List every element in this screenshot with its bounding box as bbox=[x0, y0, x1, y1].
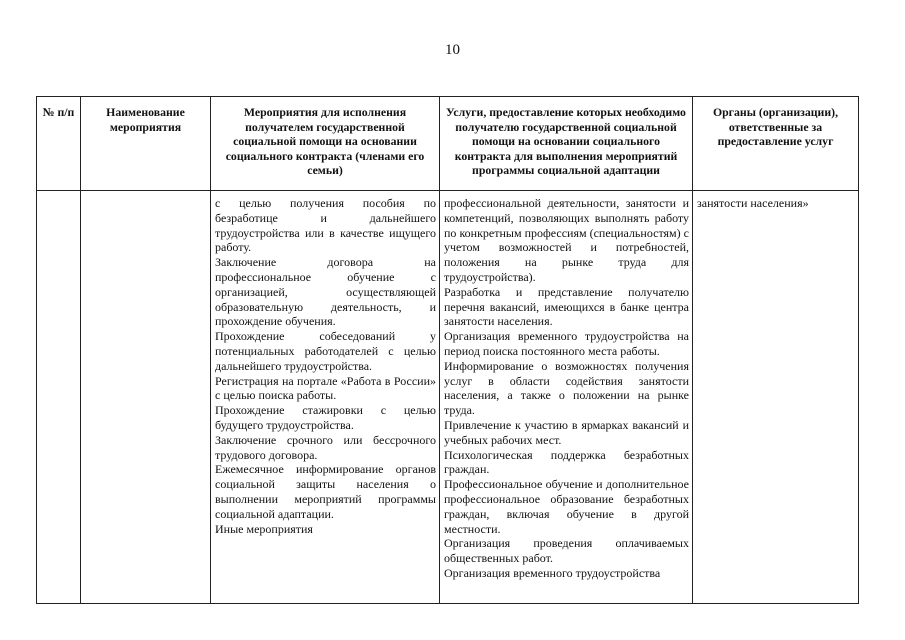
responsible-body-text: занятости населения» bbox=[697, 196, 809, 210]
list-item: Ежемесячное информирование органов социальной защиты населения о выполнении мероприятий программы социальной адаптации. bbox=[215, 462, 436, 521]
cell-number bbox=[37, 191, 81, 604]
page-number: 10 bbox=[445, 42, 460, 58]
list-item: Прохождение стажировки с целью будущего трудоустройства. bbox=[215, 403, 436, 432]
social-contract-table bbox=[36, 96, 859, 604]
list-item: Профессиональное обучение и дополнительное профессиональное образование безработных граждан, включая обучение в другой местности. bbox=[444, 477, 689, 536]
cell-recipient-events bbox=[211, 191, 440, 604]
list-item: профессиональной деятельности, занятости и компетенций, позволяющих выполнять работу по конкретным профессиям (специальностям) с учетом возможностей и потребностей, положения на рынке труда для трудоустройства). bbox=[444, 196, 689, 284]
list-item: Регистрация на портале «Работа в России» с целью поиска работы. bbox=[215, 373, 436, 403]
list-item: Заключение договора на профессиональное обучение с организацией, осуществляющей образовательную деятельность, и прохождение обучения. bbox=[215, 255, 436, 329]
list-item: Прохождение собеседований у потенциальных работодателей с целью дальнейшего трудоустройства. bbox=[215, 329, 436, 373]
list-item: Организация проведения оплачиваемых общественных работ. bbox=[444, 536, 689, 566]
list-item: Привлечение к участию в ярмарках вакансий и учебных рабочих мест. bbox=[444, 417, 689, 447]
list-item: Иные мероприятия bbox=[215, 521, 313, 536]
header-responsible-bodies: Органы (организации), ответственные за предоставление услуг bbox=[693, 97, 859, 191]
header-event-name: Наименование мероприятия bbox=[81, 97, 211, 191]
cell-services bbox=[440, 191, 693, 604]
list-item: с целью получения пособия по безработице и дальнейшего трудоустройства или в качестве ищущего работу. bbox=[215, 196, 436, 255]
list-item: Психологическая поддержка безработных граждан. bbox=[444, 447, 689, 477]
list-item: Организация временного трудоустройства на период поиска постоянного места работы. bbox=[444, 329, 689, 358]
header-number: № п/п bbox=[37, 97, 81, 191]
list-item: Разработка и представление получателю перечня вакансий, имеющихся в банке центра занятости населения. bbox=[444, 284, 689, 329]
list-item: Информирование о возможностях получения услуг в области содействия занятости населения, а также о положении на рынке труда. bbox=[444, 358, 689, 418]
list-item: Заключение срочного или бессрочного трудового договора. bbox=[215, 432, 436, 462]
cell-responsible-bodies bbox=[693, 191, 859, 604]
header-services: Услуги, предоставление которых необходимо получателю государственной социальной помощи на основании социального контракта для выполнения мероприятий программы социальной адаптации bbox=[440, 97, 693, 191]
header-recipient-events: Мероприятия для исполнения получателем государственной социальной помощи на основании социального контракта (членами его семьи) bbox=[211, 97, 440, 191]
cell-event-name bbox=[81, 191, 211, 604]
table-header-row bbox=[37, 97, 859, 191]
table-row bbox=[37, 191, 859, 604]
list-item: Организация временного трудоустройства bbox=[444, 565, 661, 580]
